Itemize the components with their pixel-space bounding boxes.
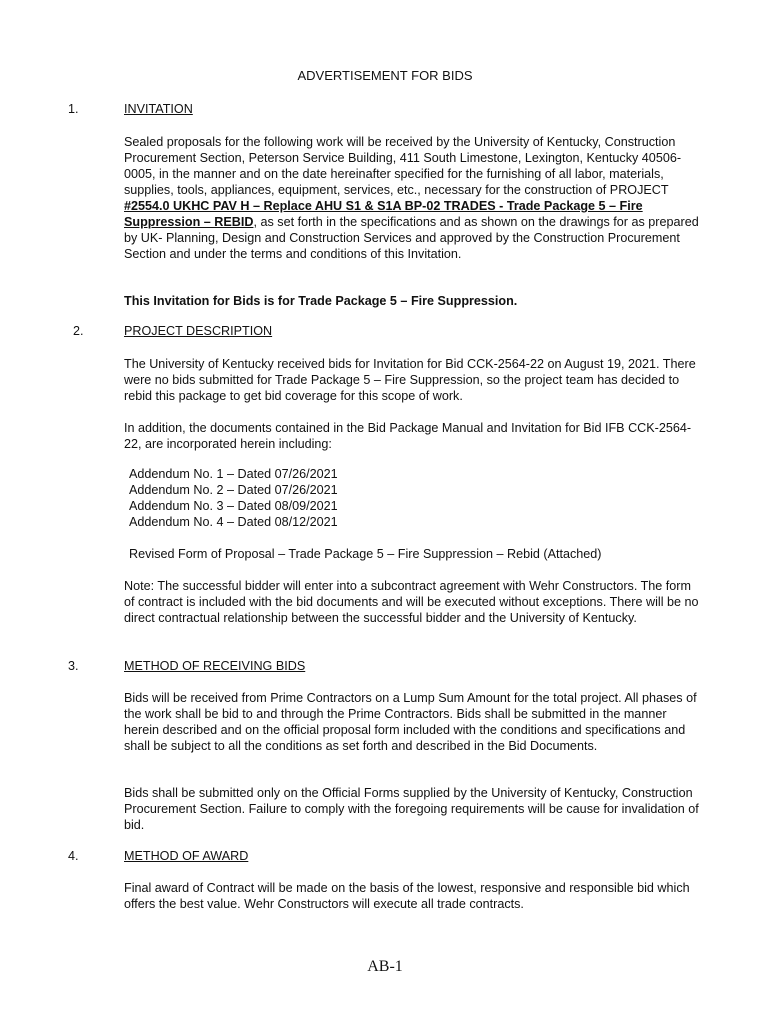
invitation-text-start: Sealed proposals for the following work will be received by the University of Kentucky, Construction Procurement Section, Peterson Service Building, 411 South Limestone, Lexington, Kentucky 40506-0005, in the manner and on the date hereinafter specified for the furnishing of all labor, materials, supplies, tools, appliances, equipment, services, etc., necessary for the construction of PROJECT xyxy=(124,135,682,197)
subcontract-note: Note: The successful bidder will enter into a subcontract agreement with Wehr Constructors. The form of contract is included with the bid documents and will be executed without exceptions. There will be no direct contractual relationship between the successful bidder and the University of Kentucky. xyxy=(124,579,699,625)
trade-package-statement: This Invitation for Bids is for Trade Package 5 – Fire Suppression. xyxy=(124,294,518,308)
section-heading-project-description: PROJECT DESCRIPTION xyxy=(124,324,273,338)
section-heading-invitation: INVITATION xyxy=(124,102,193,116)
page-title: ADVERTISEMENT FOR BIDS xyxy=(297,68,473,83)
addendum-item: Addendum No. 1 – Dated 07/26/2021 xyxy=(129,467,338,481)
addendum-item: Addendum No. 2 – Dated 07/26/2021 xyxy=(129,483,338,497)
section-number: 3. xyxy=(68,659,79,673)
section-number: 1. xyxy=(68,102,79,116)
page-number: AB-1 xyxy=(367,958,403,975)
official-forms-paragraph: Bids shall be submitted only on the Official Forms supplied by the University of Kentucky, Construction Procurement Section. Failure to comply with the foregoing requirements will be cause for invalidation of bid. xyxy=(124,786,699,832)
section-heading-method-of-award: METHOD OF AWARD xyxy=(124,849,249,863)
addendum-item: Addendum No. 3 – Dated 08/09/2021 xyxy=(129,499,338,513)
revised-form-line: Revised Form of Proposal – Trade Package 5 – Fire Suppression – Rebid (Attached) xyxy=(129,547,602,561)
addenda-list xyxy=(129,466,338,530)
section-number: 4. xyxy=(68,849,79,863)
section-heading-method-of-receiving-bids: METHOD OF RECEIVING BIDS xyxy=(124,659,306,673)
award-paragraph: Final award of Contract will be made on the basis of the lowest, responsive and responsible bid which offers the best value. Wehr Constructors will execute all trade contracts. xyxy=(124,881,690,911)
invitation-paragraph xyxy=(124,134,704,262)
documents-paragraph: In addition, the documents contained in the Bid Package Manual and Invitation for Bid IFB CCK-2564-22, are incorporated herein including: xyxy=(124,421,692,451)
section-number: 2. xyxy=(73,324,84,338)
invitation-text-end: , as set forth in the specifications and as shown on the drawings for as prepared by UK- Planning, Design and Construction Services and approved by the Construction Procurement Section and under the terms and conditions of this Invitation. xyxy=(124,215,699,261)
project-description-paragraph: The University of Kentucky received bids for Invitation for Bid CCK-2564-22 on August 19, 2021. There were no bids submitted for Trade Package 5 – Fire Suppression, so the project team has decided to rebid this package to get bid coverage for this scope of work. xyxy=(124,357,696,403)
receiving-bids-paragraph: Bids will be received from Prime Contractors on a Lump Sum Amount for the total project. All phases of the work shall be bid to and through the Prime Contractors. Bids shall be submitted in the manner herein described and on the official proposal form included with the conditions and specifications and shall be subject to all the conditions as set forth and described in the Bid Documents. xyxy=(124,691,697,753)
addendum-item: Addendum No. 4 – Dated 08/12/2021 xyxy=(129,515,338,529)
project-title: #2554.0 UKHC PAV H – Replace AHU S1 & S1A BP-02 TRADES - Trade Package 5 – Fire Suppression – REBID xyxy=(124,199,643,229)
